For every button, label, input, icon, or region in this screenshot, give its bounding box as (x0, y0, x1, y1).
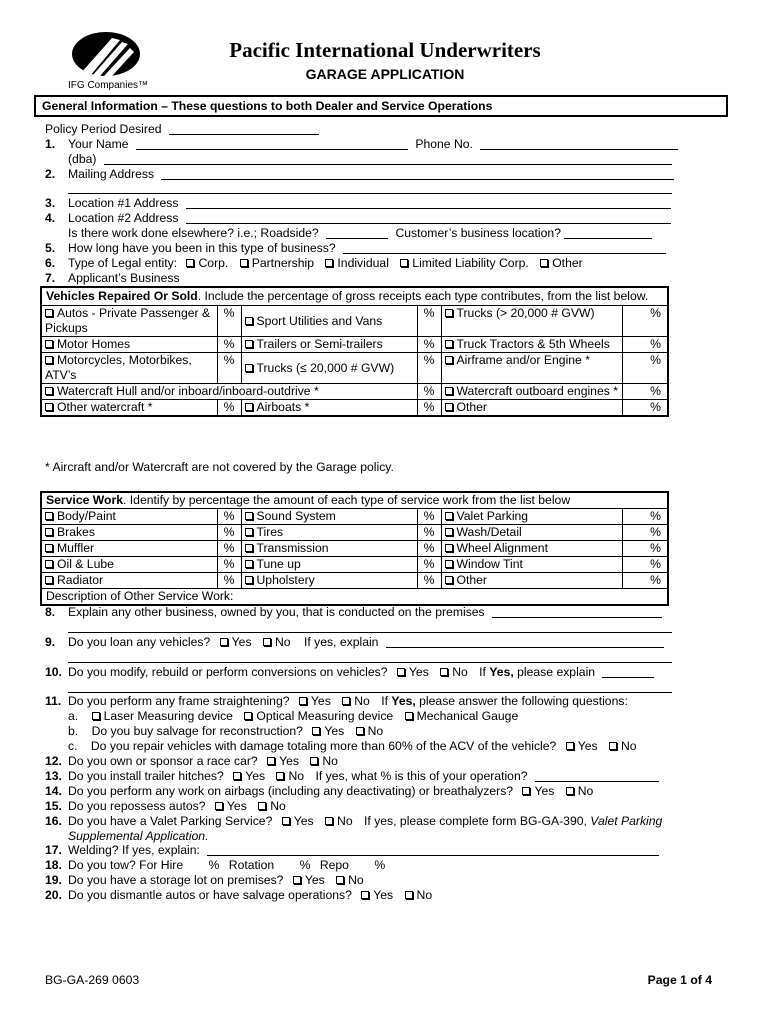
checkbox-icon (45, 309, 53, 317)
q16-form-name: Valet Parking (590, 814, 663, 828)
q17-label: Welding? If yes, explain: (68, 843, 200, 857)
q11-yes[interactable]: Yes (299, 694, 331, 708)
q13-number: 13. (45, 769, 62, 783)
mailing-address-field[interactable] (161, 167, 674, 180)
q19-no[interactable]: No (336, 873, 364, 887)
checkbox-icon (336, 876, 344, 884)
pct-label: % (217, 353, 241, 384)
checkbox-icon (45, 560, 53, 568)
q18-label: Do you tow? For Hire (68, 858, 184, 872)
entity-other[interactable]: Other (540, 256, 582, 270)
trailer-hitch-pct-field[interactable] (535, 769, 659, 782)
mailing-address-field-2[interactable] (68, 181, 672, 194)
q20-label: Do you dismantle autos or have salvage operations? (68, 888, 352, 902)
pct-label: % (417, 525, 441, 541)
service-row (42, 509, 667, 525)
q8-number: 8. (45, 605, 56, 619)
checkbox-icon (405, 891, 413, 899)
checkbox-icon (540, 259, 548, 267)
checkbox-icon (342, 697, 350, 705)
q18-row (68, 858, 385, 873)
vehicles-table (40, 286, 669, 417)
checkbox-icon (245, 512, 253, 520)
q10-yes-bold: Yes, (489, 665, 514, 679)
checkbox-icon (361, 891, 369, 899)
pct-label: % (650, 306, 661, 320)
q11c-yes[interactable]: Yes (566, 739, 598, 753)
checkbox-icon (45, 340, 53, 348)
q19-number: 19. (45, 873, 62, 887)
q8-line2 (68, 620, 672, 635)
q4-row (68, 211, 671, 226)
location1-field[interactable] (186, 196, 671, 209)
veh-watercraft-hull[interactable]: Watercraft Hull and/or inboard/inboard-outdrive * (42, 384, 417, 400)
q9-row (68, 635, 664, 650)
q14-row (68, 784, 593, 799)
q12-no[interactable]: No (310, 754, 338, 768)
welding-explain-field[interactable] (207, 843, 659, 856)
q11c-label: Do you repair vehicles with damage totaling more than 60% of the ACV of the vehicle? (90, 739, 557, 753)
q11-no[interactable]: No (342, 694, 370, 708)
q2-number: 2. (45, 167, 56, 181)
veh-trucks-heavy[interactable]: Trucks (> 20,000 # GVW) (441, 306, 622, 337)
q12-yes[interactable]: Yes (267, 754, 299, 768)
q9-yes[interactable]: Yes (220, 635, 252, 649)
veh-airboats[interactable]: Airboats * (241, 400, 417, 416)
policy-period-row (45, 122, 319, 137)
checkbox-icon (566, 742, 574, 750)
q5-row (68, 241, 666, 256)
pct-label: % (650, 400, 661, 414)
checkbox-icon (282, 817, 290, 825)
logo-caption: IFG Companies™ (68, 80, 149, 91)
checkbox-icon (45, 544, 53, 552)
checkbox-icon (45, 512, 53, 520)
q11b-letter: b. (68, 724, 79, 738)
checkbox-icon (245, 544, 253, 552)
service-option[interactable]: Valet Parking (441, 509, 622, 525)
q15-number: 15. (45, 799, 62, 813)
entity-partnership[interactable]: Partnership (240, 256, 314, 270)
your-name-field[interactable] (136, 137, 408, 150)
loan-explain-field[interactable] (386, 635, 664, 648)
veh-motorcycles[interactable]: Motorcycles, Motorbikes, ATV’s (42, 353, 217, 384)
q1-number: 1. (45, 137, 56, 151)
mailing-address-line2 (68, 181, 672, 196)
q2-row (68, 167, 674, 182)
checkbox-icon (310, 757, 318, 765)
checkbox-icon (258, 802, 266, 810)
q1-row (68, 137, 678, 152)
veh-trucks-light[interactable]: Trucks (≤ 20,000 # GVW) (241, 353, 417, 384)
customer-location-label: Customer’s business location? (395, 226, 561, 240)
q11c-row (68, 739, 637, 754)
q9-label: Do you loan any vehicles? (68, 635, 211, 649)
vehicles-grid (42, 305, 667, 415)
service-option[interactable]: Brakes (42, 525, 217, 541)
q14-label: Do you perform any work on airbags (including any deactivating) or breathalyzers? (68, 784, 514, 798)
q10-yes[interactable]: Yes (397, 665, 429, 679)
checkbox-icon (240, 259, 248, 267)
checkbox-icon (45, 387, 53, 395)
q5-label: How long have you been in this type of business? (68, 241, 336, 255)
vehicles-heading: Vehicles Repaired Or Sold. Include the percentage of gross receipts each type contributes, from the list below. (46, 289, 649, 303)
q3-row (68, 196, 671, 211)
q11-row (68, 694, 628, 709)
q11-rest: please answer the following questions: (419, 694, 628, 708)
checkbox-icon (400, 259, 408, 267)
q16-row (68, 814, 662, 829)
q10-explain-label: please explain (517, 665, 596, 679)
pct-label: % (650, 353, 661, 367)
q20-no[interactable]: No (405, 888, 433, 902)
pct-label: % (650, 509, 661, 523)
checkbox-icon (299, 697, 307, 705)
q16-no[interactable]: No (325, 814, 353, 828)
checkbox-icon (397, 668, 405, 676)
checkbox-icon (220, 638, 228, 646)
pct-label: % (299, 858, 311, 872)
pct-label: % (650, 525, 661, 539)
service-option[interactable]: Wash/Detail (441, 525, 622, 541)
pct-label: % (417, 557, 441, 573)
q13-row (68, 769, 659, 784)
dba-row (68, 152, 672, 167)
q11a-optical[interactable]: Optical Measuring device (244, 709, 393, 723)
checkbox-icon (263, 638, 271, 646)
q13-yes[interactable]: Yes (233, 769, 265, 783)
q11-number: 11. (45, 694, 62, 708)
q8-row (68, 605, 662, 620)
q16-rest: If yes, please complete form BG-GA-390, (364, 814, 587, 828)
checkbox-icon (267, 757, 275, 765)
elsewhere-label: Is there work done elsewhere? i.e.; Roadside? (68, 226, 319, 240)
checkbox-icon (312, 727, 320, 735)
veh-autos[interactable]: Autos - Private Passenger & Pickups (42, 306, 217, 337)
q11a-gauge[interactable]: Mechanical Gauge (405, 709, 519, 723)
checkbox-icon (45, 403, 53, 411)
checkbox-icon (276, 772, 284, 780)
checkbox-icon (566, 787, 574, 795)
q19-yes[interactable]: Yes (293, 873, 325, 887)
pct-label: % (417, 573, 441, 589)
location2-field[interactable] (186, 211, 671, 224)
q12-label: Do you own or sponsor a race car? (68, 754, 258, 768)
q11b-no[interactable]: No (356, 724, 384, 738)
q18-repo: Repo (319, 858, 349, 872)
pct-label: % (417, 353, 441, 384)
service-table (40, 491, 669, 606)
pct-label: % (417, 509, 441, 525)
checkbox-icon (325, 817, 333, 825)
checkbox-icon (293, 876, 301, 884)
service-option[interactable]: Body/Paint (42, 509, 217, 525)
q6-row (68, 256, 583, 271)
checkbox-icon (522, 787, 530, 795)
checkbox-icon (215, 802, 223, 810)
other-business-field[interactable] (492, 605, 662, 618)
service-option[interactable]: Other (441, 573, 622, 589)
service-row (42, 525, 667, 541)
q20-number: 20. (45, 888, 62, 902)
q8-label: Explain any other business, owned by you, that is conducted on the premises (68, 605, 485, 619)
q10-number: 10. (45, 665, 62, 679)
q11c-no[interactable]: No (609, 739, 637, 753)
q4-label: Location #2 Address (68, 211, 179, 225)
elsewhere-row (68, 226, 652, 241)
q17-number: 17. (45, 843, 62, 857)
q14-number: 14. (45, 784, 62, 798)
vehicles-note: * Aircraft and/or Watercraft are not covered by the Garage policy. (45, 460, 394, 474)
policy-period-field[interactable] (169, 122, 319, 135)
checkbox-icon (245, 317, 253, 325)
q1-label: Your Name (68, 137, 129, 151)
entity-corp[interactable]: Corp. (186, 256, 228, 270)
q15-row (68, 799, 286, 814)
pct-label: % (417, 541, 441, 557)
checkbox-icon (245, 560, 253, 568)
q16-number: 16. (45, 814, 62, 828)
q6-number: 6. (45, 256, 56, 270)
q14-no[interactable]: No (566, 784, 594, 798)
pct-label: % (217, 337, 241, 353)
q17-row (68, 843, 659, 858)
checkbox-icon (245, 403, 253, 411)
form-title: GARAGE APPLICATION (305, 66, 465, 82)
veh-motorhomes[interactable]: Motor Homes (42, 337, 217, 353)
form-number: BG-GA-269 0603 (45, 973, 140, 987)
checkbox-icon (245, 340, 253, 348)
company-name: Pacific International Underwriters (229, 38, 541, 62)
service-option[interactable]: Upholstery (241, 573, 417, 589)
q19-label: Do you have a storage lot on premises? (68, 873, 284, 887)
q10-if: If (479, 665, 486, 679)
service-grid (42, 508, 667, 588)
q12-number: 12. (45, 754, 62, 768)
entity-individual[interactable]: Individual (325, 256, 389, 270)
checkbox-icon (245, 576, 253, 584)
q11b-row (68, 724, 383, 739)
q2-label: Mailing Address (68, 167, 155, 181)
service-option[interactable]: Wheel Alignment (441, 541, 622, 557)
checkbox-icon (45, 576, 53, 584)
page-number: Page 1 of 4 (647, 973, 712, 987)
q11a-laser[interactable]: Laser Measuring device (92, 709, 233, 723)
service-row (42, 557, 667, 573)
q16-label: Do you have a Valet Parking Service? (68, 814, 273, 828)
service-row (42, 541, 667, 557)
dba-label: (dba) (68, 152, 97, 166)
pct-label: % (208, 858, 220, 872)
q7-label: Applicant’s Business (68, 271, 180, 285)
pct-label: % (217, 573, 241, 589)
q7-number: 7. (45, 271, 56, 285)
q18-number: 18. (45, 858, 62, 872)
q3-number: 3. (45, 196, 56, 210)
q19-row (68, 873, 364, 888)
q13-label: Do you install trailer hitches? (68, 769, 224, 783)
pct-label: % (417, 306, 441, 337)
modify-explain-field[interactable] (602, 665, 654, 678)
phone-label: Phone No. (415, 137, 473, 151)
pct-label: % (650, 541, 661, 555)
checkbox-icon (445, 512, 453, 520)
q15-label: Do you repossess autos? (68, 799, 206, 813)
dba-field[interactable] (104, 152, 672, 165)
veh-watercraft-outboard[interactable]: Watercraft outboard engines * (441, 384, 622, 400)
service-option[interactable]: Transmission (241, 541, 417, 557)
service-option[interactable]: Tires (241, 525, 417, 541)
checkbox-icon (245, 364, 253, 372)
q9-no[interactable]: No (263, 635, 291, 649)
q11b-label: Do you buy salvage for reconstruction? (91, 724, 303, 738)
general-heading-box (34, 95, 728, 117)
q12-row (68, 754, 338, 769)
modify-explain-field-2[interactable] (68, 680, 672, 693)
checkbox-icon (445, 387, 453, 395)
service-description-label: Description of Other Service Work: (42, 588, 667, 604)
veh-truck-tractors[interactable]: Truck Tractors & 5th Wheels (441, 337, 622, 353)
q9-number: 9. (45, 635, 56, 649)
q6-label: Type of Legal entity: (68, 256, 178, 270)
pct-label: % (417, 400, 441, 416)
q9-line2 (68, 650, 672, 665)
q11b-yes[interactable]: Yes (312, 724, 344, 738)
veh-airframe[interactable]: Airframe and/or Engine * (441, 353, 622, 384)
checkbox-icon (325, 259, 333, 267)
q16-form-name-2: Supplemental Application. (68, 829, 209, 843)
service-heading: Service Work. Identify by percentage the amount of each type of service work from the list below (46, 493, 571, 507)
roadside-field[interactable] (326, 226, 388, 239)
q13-no[interactable]: No (276, 769, 304, 783)
q10-no[interactable]: No (440, 665, 468, 679)
q9-explain-label: If yes, explain (303, 635, 379, 649)
veh-other-watercraft[interactable]: Other watercraft * (42, 400, 217, 415)
checkbox-icon (45, 356, 53, 364)
checkbox-icon (356, 727, 364, 735)
q4-number: 4. (45, 211, 56, 225)
pct-label: % (417, 337, 441, 353)
service-row (42, 573, 667, 589)
checkbox-icon (445, 528, 453, 536)
pct-label: % (217, 557, 241, 573)
veh-other-watercraft-cell (42, 400, 241, 416)
checkbox-icon (92, 712, 100, 720)
pct-label: % (217, 525, 241, 541)
service-option[interactable]: Sound System (241, 509, 417, 525)
years-in-business-field[interactable] (343, 241, 666, 254)
phone-field[interactable] (480, 137, 678, 150)
pct-label: % (217, 509, 241, 525)
pct-label: % (650, 337, 661, 351)
checkbox-icon (245, 528, 253, 536)
pct-label: % (374, 858, 386, 872)
checkbox-icon (440, 668, 448, 676)
q11c-letter: c. (68, 739, 78, 753)
service-option[interactable]: Oil & Lube (42, 557, 217, 573)
entity-llc[interactable]: Limited Liability Corp. (400, 256, 529, 270)
pct-label: % (650, 557, 661, 571)
q5-number: 5. (45, 241, 56, 255)
q11-if: If (381, 694, 388, 708)
checkbox-icon (186, 259, 194, 267)
checkbox-icon (445, 576, 453, 584)
service-option[interactable]: Window Tint (441, 557, 622, 573)
q18-rotation: Rotation (228, 858, 275, 872)
pct-label: % (417, 384, 441, 400)
checkbox-icon (445, 356, 453, 364)
q14-yes[interactable]: Yes (522, 784, 554, 798)
pct-label: % (217, 541, 241, 557)
service-option[interactable]: Muffler (42, 541, 217, 557)
q10-label: Do you modify, rebuild or perform conversions on vehicles? (68, 665, 388, 679)
ifg-logo-icon (68, 30, 150, 80)
q16-yes[interactable]: Yes (282, 814, 314, 828)
q11-label: Do you perform any frame straightening? (68, 694, 290, 708)
customer-location-field[interactable] (564, 226, 652, 239)
checkbox-icon (445, 340, 453, 348)
checkbox-icon (405, 712, 413, 720)
pct-label: % (650, 384, 661, 398)
q11a-row (68, 709, 518, 724)
checkbox-icon (609, 742, 617, 750)
checkbox-icon (45, 528, 53, 536)
pct-label: % (650, 573, 661, 587)
q10-row (68, 665, 654, 680)
checkbox-icon (445, 403, 453, 411)
checkbox-icon (445, 544, 453, 552)
policy-period-label: Policy Period Desired (45, 122, 162, 136)
pct-label: % (217, 400, 241, 415)
service-option[interactable]: Tune up (241, 557, 417, 573)
checkbox-icon (233, 772, 241, 780)
loan-explain-field-2[interactable] (68, 650, 672, 663)
checkbox-icon (244, 712, 252, 720)
q20-yes[interactable]: Yes (361, 888, 393, 902)
veh-suv[interactable]: Sport Utilities and Vans (241, 306, 417, 337)
veh-other[interactable]: Other (441, 400, 622, 416)
q11a-letter: a. (68, 709, 79, 723)
q15-yes[interactable]: Yes (215, 799, 247, 813)
general-heading: General Information – These questions to both Dealer and Service Operations (42, 99, 493, 113)
pct-label: % (217, 306, 241, 337)
q11-yes-bold: Yes, (391, 694, 416, 708)
q13-rest: If yes, what % is this of your operation? (315, 769, 528, 783)
q20-row (68, 888, 432, 903)
q3-label: Location #1 Address (68, 196, 179, 210)
q15-no[interactable]: No (258, 799, 286, 813)
checkbox-icon (445, 560, 453, 568)
other-business-field-2[interactable] (68, 620, 672, 633)
checkbox-icon (445, 309, 453, 317)
q10-line2 (68, 680, 672, 695)
veh-trailers[interactable]: Trailers or Semi-trailers (241, 337, 417, 353)
service-option[interactable]: Radiator (42, 573, 217, 589)
